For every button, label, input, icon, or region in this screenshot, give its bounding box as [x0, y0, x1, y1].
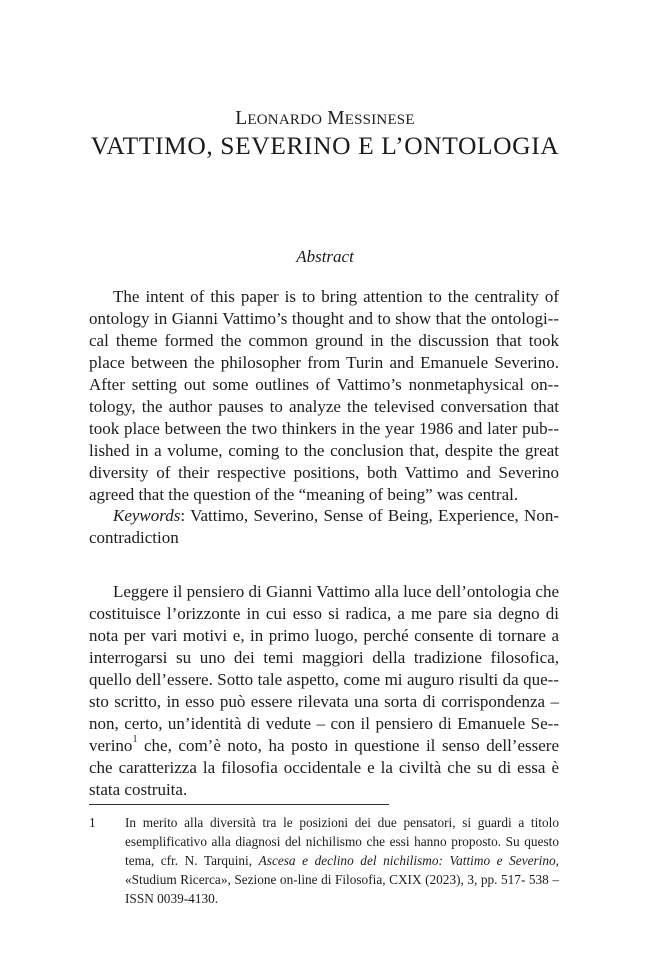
footnote-cited-title: Ascesa e declino del nichilismo: Vattimo e Severino — [258, 853, 556, 868]
footnote-text-a: In merito alla diversità tra le posizioni dei due pensatori, si guardi a titolo esemplificativo alla diagnosi del nichilismo che essi hanno proposto. Su questo tema, cfr. N. Tarquini, — [125, 815, 559, 868]
keywords-list: : Vattimo, Severino, Sense of Being, Experience, Non-contradiction — [89, 506, 559, 547]
abstract-paragraph: The intent of this paper is to bring attention to the centrality of ontology in Gianni Vattimo’s thought and to show that the ontologi-cal theme formed the common ground in the discussion that took place between the philosopher from Turin and Emanuele Severino. After setting out some outlines of Vattimo’s nonmetaphysical on-tology, the author pauses to analyze the televised conversation that took place between the two thinkers in the year 1986 and later pub-lished in a volume, coming to the conclusion that, despite the great diversity of their respective positions, both Vattimo and Severino agreed that the question of the “meaning of being” was central. — [89, 287, 559, 504]
footnote-reference[interactable]: 1 — [132, 734, 138, 745]
footnote-divider — [89, 804, 389, 805]
author-name — [0, 108, 650, 130]
abstract-heading: Abstract — [296, 247, 354, 266]
body-text-part-1: Leggere il pensiero di Gianni Vattimo alla luce dell’ontologia che costituisce l’orizzonte in cui esso si radica, a me pare sia degno di nota per vari motivi e, in primo luogo, perché consente di tornare a interrogarsi su uno dei temi maggiori della tradizione filosofica, quello dell’essere. Sotto tale aspetto, come mi auguro risulti da que-sto scritto, in esso può essere rilevata una sorta di corrispondenza – non, certo, un’identità di vedute – con il pensiero di Emanuele Se-verino — [89, 582, 559, 755]
footnote — [89, 813, 559, 908]
keywords — [89, 505, 559, 549]
body-paragraph — [89, 581, 559, 801]
author-first-rest: EONARDO — [247, 112, 323, 128]
author-last-initial: M — [327, 108, 345, 129]
paper-title: VATTIMO, SEVERINO E L’ONTOLOGIA — [90, 131, 560, 160]
author-first-initial: L — [235, 108, 248, 129]
footnote-number: 1 — [89, 815, 96, 830]
author-last-rest: ESSINESE — [344, 112, 415, 128]
footnote-text-b: , «Studium Ricerca», Sezione on-line di Filosofia, CXIX (2023), 3, pp. 517- 538 – ISSN 0039-4130. — [125, 853, 559, 906]
keywords-label: Keywords — [113, 506, 181, 525]
abstract-body — [89, 286, 559, 506]
footnote-text — [125, 813, 559, 908]
body-text-part-2: che, com’è noto, ha posto in questione il senso dell’essere che caratterizza la filosofia occidentale e la civiltà che su di essa è stata costruita. — [89, 736, 559, 799]
